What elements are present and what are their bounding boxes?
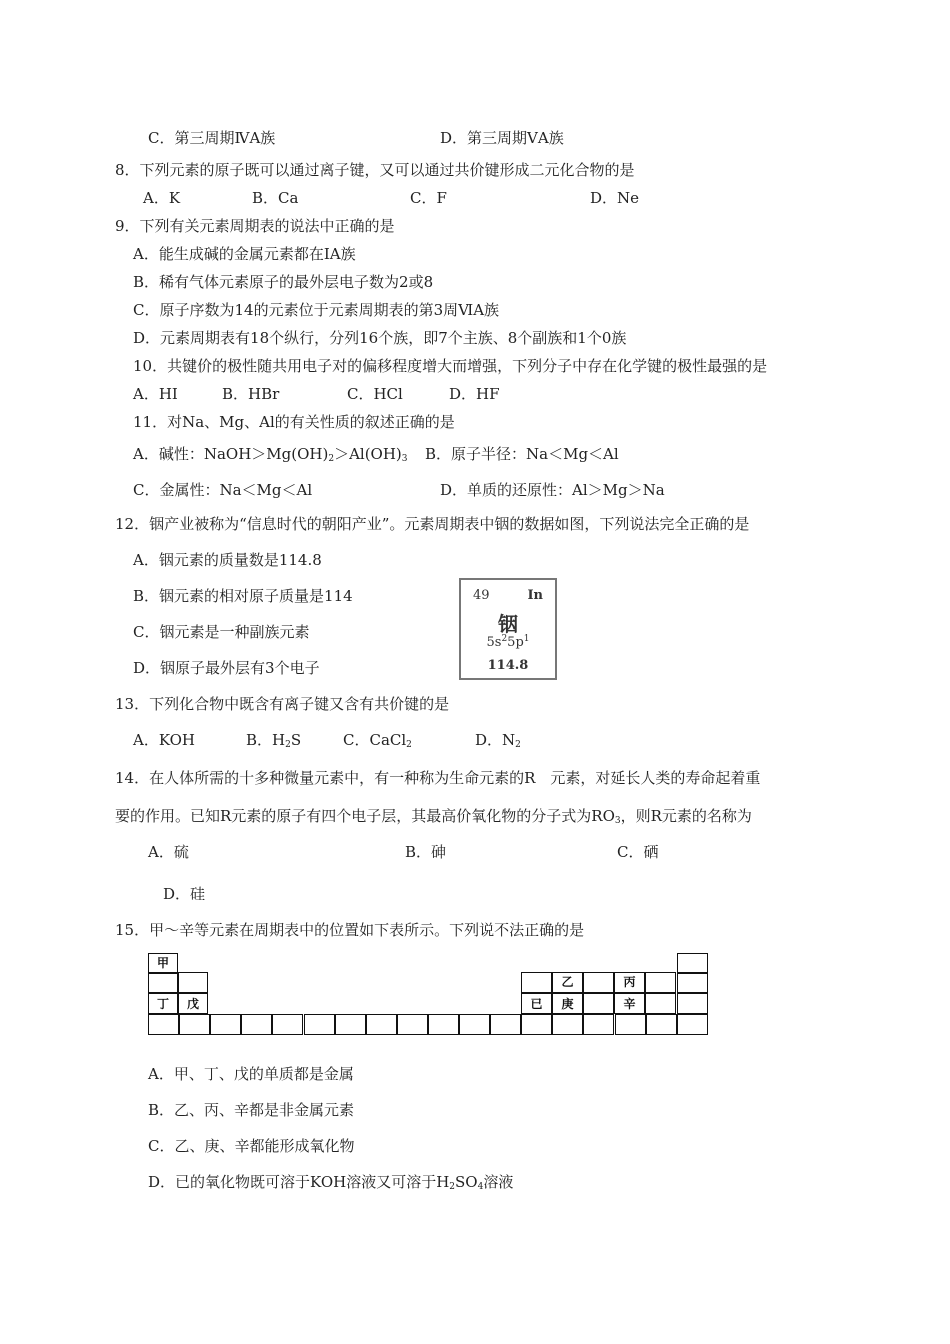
atomic-mass: 114.8 — [487, 658, 529, 673]
text-line: 8．下列元素的原子既可以通过离子键，又可以通过共价键形成二元化合物的是 — [115, 161, 635, 179]
table-cell — [366, 1014, 397, 1035]
table-cell — [148, 972, 178, 993]
text-line: B．Ca — [252, 189, 299, 207]
atomic-number: 49 — [473, 588, 490, 603]
table-cell — [459, 1014, 490, 1035]
text-line: A．K — [143, 189, 181, 207]
text-line: C．金属性：Na＜Mg＜Al — [133, 481, 313, 499]
q13-option-c: C．CaCl$_2$ — [343, 731, 412, 750]
table-cell — [645, 993, 676, 1014]
table-cell — [615, 1014, 646, 1035]
element-label-xin: 辛 — [623, 997, 636, 1011]
text-line: B．乙、丙、辛都是非金属元素 — [148, 1101, 355, 1119]
text-line: D．元素周期表有18个纵行，分列16个族，即7个主族、8个副族和1个0族 — [133, 329, 627, 347]
table-cell — [521, 972, 552, 993]
text-line: B．铟元素的相对原子质量是114 — [133, 587, 353, 605]
text-line: C．硒 — [617, 843, 659, 861]
q14-stem-line2: 要的作用。已知R元素的原子有四个电子层，其最高价氧化物的分子式为$RO_3$，则R元素的名称为 — [115, 807, 752, 826]
table-cell — [552, 1014, 583, 1035]
text-line: D．铟原子最外层有3个电子 — [133, 659, 320, 677]
element-label-wu: 戊 — [186, 997, 199, 1011]
text-line: 15．甲～辛等元素在周期表中的位置如下表所示。下列说不法正确的是 — [115, 921, 585, 939]
table-cell — [178, 972, 208, 993]
element-label-bing: 丙 — [623, 975, 636, 989]
text-line: D．单质的还原性：Al＞Mg＞Na — [440, 481, 665, 499]
table-cell — [583, 993, 614, 1014]
element-label-jia: 甲 — [156, 956, 169, 970]
text-line: C．F — [410, 189, 447, 207]
table-cell — [148, 953, 178, 974]
table-cell — [677, 972, 708, 993]
q11-option-a: A．碱性：$NaOH>Mg(OH)_2>Al(OH)_3$ — [133, 445, 408, 464]
table-cell — [397, 1014, 428, 1035]
text-line: B．砷 — [405, 843, 447, 861]
element-name: 铟 — [498, 612, 518, 636]
text-line: B．HBr — [222, 385, 280, 403]
text-line: C．乙、庚、辛都能形成氧化物 — [148, 1137, 355, 1155]
table-cell — [490, 1014, 521, 1035]
element-label-yi: 乙 — [561, 975, 574, 989]
q15-option-d: D．已的氧化物既可溶于KOH溶液又可溶于$H_2SO_4$溶液 — [148, 1173, 514, 1192]
table-cell — [428, 1014, 459, 1035]
table-cell — [304, 1014, 335, 1035]
table-cell — [148, 993, 178, 1014]
table-cell — [148, 1014, 179, 1035]
text-line: 10．共键价的极性随共用电子对的偏移程度增大而增强，下列分子中存在化学键的极性最强的是 — [133, 357, 768, 375]
text-line: D．Ne — [590, 189, 640, 207]
table-cell — [614, 993, 645, 1014]
text-line: A．甲、丁、戊的单质都是金属 — [148, 1065, 354, 1083]
text-line: A．硫 — [148, 843, 189, 861]
text-line: C．原子序数为14的元素位于元素周期表的第3周ⅥA族 — [133, 301, 500, 319]
text-line: A．HI — [133, 385, 178, 403]
element-label-ding: 丁 — [156, 997, 169, 1011]
electron-configuration: $5s^25p^1$ — [486, 634, 530, 650]
table-cell — [677, 953, 708, 974]
table-cell — [521, 1014, 552, 1035]
text-line: 12．铟产业被称为“信息时代的朝阳产业”。元素周期表中铟的数据如图，下列说法完全正确的是 — [115, 515, 750, 533]
table-cell — [179, 1014, 210, 1035]
table-cell — [645, 972, 676, 993]
table-cell — [552, 993, 583, 1014]
table-cell — [646, 1014, 677, 1035]
text-line: 9．下列有关元素周期表的说法中正确的是 — [115, 217, 395, 235]
q13-option-d: D．$N_2$ — [475, 731, 521, 750]
text-line: C．HCl — [347, 385, 403, 403]
table-cell — [552, 972, 583, 993]
table-cell — [272, 1014, 303, 1035]
text-line: D．第三周期ⅤA族 — [440, 129, 564, 147]
table-cell — [335, 1014, 366, 1035]
text-line: B．稀有气体元素原子的最外层电子数为2或8 — [133, 273, 434, 291]
text-line: 13．下列化合物中既含有离子键又含有共价键的是 — [115, 695, 450, 713]
text-line: C．铟元素是一种副族元素 — [133, 623, 310, 641]
table-cell — [583, 972, 614, 993]
table-cell — [677, 993, 708, 1014]
table-cell — [210, 1014, 241, 1035]
table-cell — [583, 1014, 614, 1035]
text-line: 11．对Na、Mg、Al的有关性质的叙述正确的是 — [133, 413, 455, 431]
table-cell — [614, 972, 645, 993]
text-line: A．能生成碱的金属元素都在ⅠA族 — [133, 245, 356, 263]
table-cell — [178, 993, 208, 1014]
element-label-geng: 庚 — [561, 997, 574, 1011]
text-line: B．原子半径：Na＜Mg＜Al — [425, 445, 619, 463]
indium-element-card — [459, 578, 557, 680]
table-cell — [677, 1014, 708, 1035]
text-line: A．铟元素的质量数是114.8 — [133, 551, 322, 569]
q13-option-a: A．KOH — [133, 731, 196, 749]
text-line: C．第三周期ⅣA族 — [148, 129, 276, 147]
q13-option-b: B．$H_2S$ — [246, 731, 302, 750]
table-cell — [521, 993, 552, 1014]
text-line: D．硅 — [163, 885, 206, 903]
element-label-ji: 已 — [530, 997, 543, 1011]
table-cell — [241, 1014, 272, 1035]
element-symbol: In — [527, 588, 543, 603]
text-line: 14．在人体所需的十多种微量元素中，有一种称为生命元素的R 元素，对延长人类的寿命起着重 — [115, 769, 761, 787]
text-line: D．HF — [449, 385, 500, 403]
